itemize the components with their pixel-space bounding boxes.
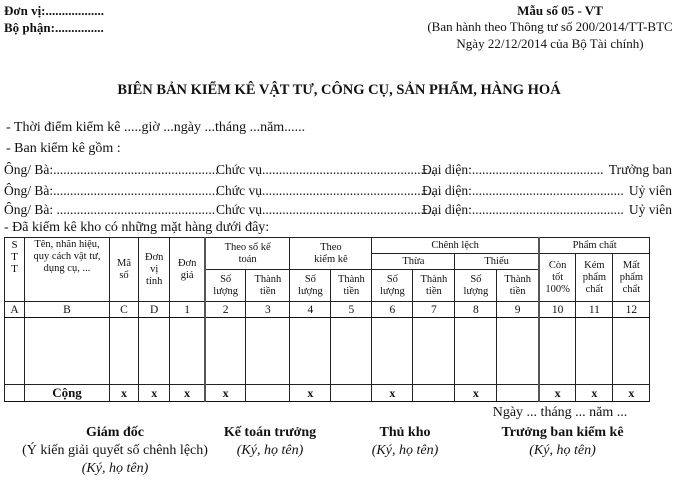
signature-title: Kế toán trưởng <box>223 425 317 440</box>
col-header-code: Mã số <box>110 238 139 302</box>
total-cell: x <box>539 385 576 402</box>
col-header-shortage: Thiếu <box>455 254 539 270</box>
col-header-good: Còn tốt 100% <box>539 254 576 302</box>
col-header-poor: Kém phẩm chất <box>576 254 613 302</box>
signature-date-line: Ngày ... tháng ... năm ... <box>492 405 628 420</box>
total-cell: x <box>110 385 139 402</box>
total-cell: x <box>372 385 413 402</box>
entry-cell[interactable] <box>5 318 25 385</box>
member-name: Ông/ Bà: ............................................... <box>4 202 216 217</box>
signature-instruction: (Ký, họ tên) <box>236 443 304 458</box>
inventory-items-heading: - Đã kiểm kê kho có những mặt hàng dưới đây: <box>4 220 270 235</box>
col-header-surplus-amount: Thành tiền <box>413 270 455 302</box>
index-cell: B <box>25 302 110 318</box>
index-cell: 2 <box>205 302 246 318</box>
index-cell: 8 <box>455 302 497 318</box>
member-role: Uỷ viên <box>628 183 672 198</box>
signature-storekeeper <box>345 425 465 459</box>
col-header-unit: Đơn vị tính <box>139 238 170 302</box>
col-header-book-qty: Số lượng <box>205 270 246 302</box>
item-entry-area <box>5 318 650 385</box>
total-cell: x <box>455 385 497 402</box>
committee-member-1 <box>4 162 674 178</box>
total-cell: x <box>613 385 650 402</box>
index-cell: 10 <box>539 302 576 318</box>
entry-cell[interactable] <box>170 318 205 385</box>
col-header-by-count: Theo kiểm kê <box>290 238 372 270</box>
issued-by-line2: Ngày 22/12/2014 của Bộ Tài chính) <box>456 36 644 51</box>
index-cell: C <box>110 302 139 318</box>
signature-instruction: (Ký, họ tên) <box>529 443 596 458</box>
col-header-stt: S T T <box>5 238 25 302</box>
col-header-quality: Phẩm chất <box>539 238 650 254</box>
total-cell: x <box>139 385 170 402</box>
index-cell: 6 <box>372 302 413 318</box>
index-cell: 4 <box>290 302 331 318</box>
entry-cell[interactable] <box>539 318 576 385</box>
entry-cell[interactable] <box>372 318 413 385</box>
entry-cell[interactable] <box>110 318 139 385</box>
entry-cell[interactable] <box>25 318 110 385</box>
total-cell: x <box>290 385 331 402</box>
index-cell: 12 <box>613 302 650 318</box>
issued-by-line1: (Ban hành theo Thông tư số 200/2014/TT-BTC <box>427 19 673 34</box>
entry-cell[interactable] <box>413 318 455 385</box>
entry-cell[interactable] <box>455 318 497 385</box>
member-representative: Đại diện:....................................... <box>422 162 604 177</box>
signature-chief-accountant <box>200 425 340 459</box>
col-header-name: Tên, nhãn hiệu, quy cách vật tư, dụng cụ, ... <box>25 238 110 302</box>
entry-cell[interactable] <box>139 318 170 385</box>
total-cell: x <box>576 385 613 402</box>
member-name: Ông/ Bà:................................................. <box>4 183 219 198</box>
total-cell: x <box>170 385 205 402</box>
signature-committee-head <box>490 425 635 459</box>
total-cell <box>246 385 290 402</box>
entry-cell[interactable] <box>576 318 613 385</box>
member-representative: Đại diện:............................................. <box>422 183 624 198</box>
col-header-by-book: Theo sổ kế toán <box>205 238 290 270</box>
col-header-price: Đơn giá <box>170 238 205 302</box>
col-header-difference: Chênh lệch <box>372 238 539 254</box>
index-cell: A <box>5 302 25 318</box>
col-header-surplus: Thừa <box>372 254 455 270</box>
col-header-count-qty: Số lượng <box>290 270 331 302</box>
index-cell: 11 <box>576 302 613 318</box>
member-position: Chức vụ................................................... <box>216 202 435 217</box>
total-cell <box>497 385 539 402</box>
total-row <box>5 385 650 402</box>
inventory-time-line: - Thời điểm kiểm kê .....giờ ...ngày ...tháng ...năm...... <box>6 120 306 135</box>
col-header-lost: Mất phẩm chất <box>613 254 650 302</box>
document-title: BIÊN BẢN KIỂM KÊ VẬT TƯ, CÔNG CỤ, SẢN PHẨM, HÀNG HOÁ <box>117 82 561 98</box>
committee-heading: - Ban kiểm kê gồm : <box>6 141 121 156</box>
index-cell: 1 <box>170 302 205 318</box>
index-cell: 9 <box>497 302 539 318</box>
col-header-shortage-qty: Số lượng <box>455 270 497 302</box>
department-field: Bộ phận:............... <box>4 20 104 35</box>
entry-cell[interactable] <box>497 318 539 385</box>
signature-title: Giám đốc <box>86 425 144 440</box>
index-cell: D <box>139 302 170 318</box>
total-cell <box>413 385 455 402</box>
member-position: Chức vụ................................................... <box>216 183 435 198</box>
index-cell: 5 <box>331 302 372 318</box>
form-number: Mẫu số 05 - VT <box>517 3 603 18</box>
signature-title: Thủ kho <box>379 425 431 440</box>
member-representative: Đại diện:............................................. <box>422 202 624 217</box>
col-header-book-amount: Thành tiền <box>246 270 290 302</box>
signature-note: (Ý kiến giải quyết số chênh lệch) <box>22 443 208 458</box>
entry-cell[interactable] <box>331 318 372 385</box>
column-index-row <box>5 302 650 318</box>
col-header-count-amount: Thành tiền <box>331 270 372 302</box>
signature-instruction: (Ký, họ tên) <box>371 443 439 458</box>
signature-title: Trưởng ban kiểm kê <box>501 425 624 440</box>
unit-field: Đơn vị:.................. <box>4 3 105 18</box>
signature-instruction: (Ký, họ tên) <box>81 461 149 476</box>
member-name: Ông/ Bà:................................................. <box>4 162 219 177</box>
entry-cell[interactable] <box>613 318 650 385</box>
total-label: Cộng <box>25 385 110 402</box>
entry-cell[interactable] <box>205 318 246 385</box>
total-cell <box>331 385 372 402</box>
total-cell: x <box>205 385 246 402</box>
index-cell: 3 <box>246 302 290 318</box>
member-role: Trưởng ban <box>608 162 672 177</box>
total-cell <box>5 385 25 402</box>
entry-cell[interactable] <box>246 318 290 385</box>
member-position: Chức vụ................................................... <box>216 162 435 177</box>
col-header-shortage-amount: Thành tiền <box>497 270 539 302</box>
committee-member-2 <box>4 183 674 199</box>
signature-director <box>0 425 230 477</box>
inventory-table <box>4 237 650 402</box>
index-cell: 7 <box>413 302 455 318</box>
col-header-surplus-qty: Số lượng <box>372 270 413 302</box>
entry-cell[interactable] <box>290 318 331 385</box>
member-role: Uỷ viên <box>628 202 672 217</box>
committee-member-3 <box>4 202 674 218</box>
